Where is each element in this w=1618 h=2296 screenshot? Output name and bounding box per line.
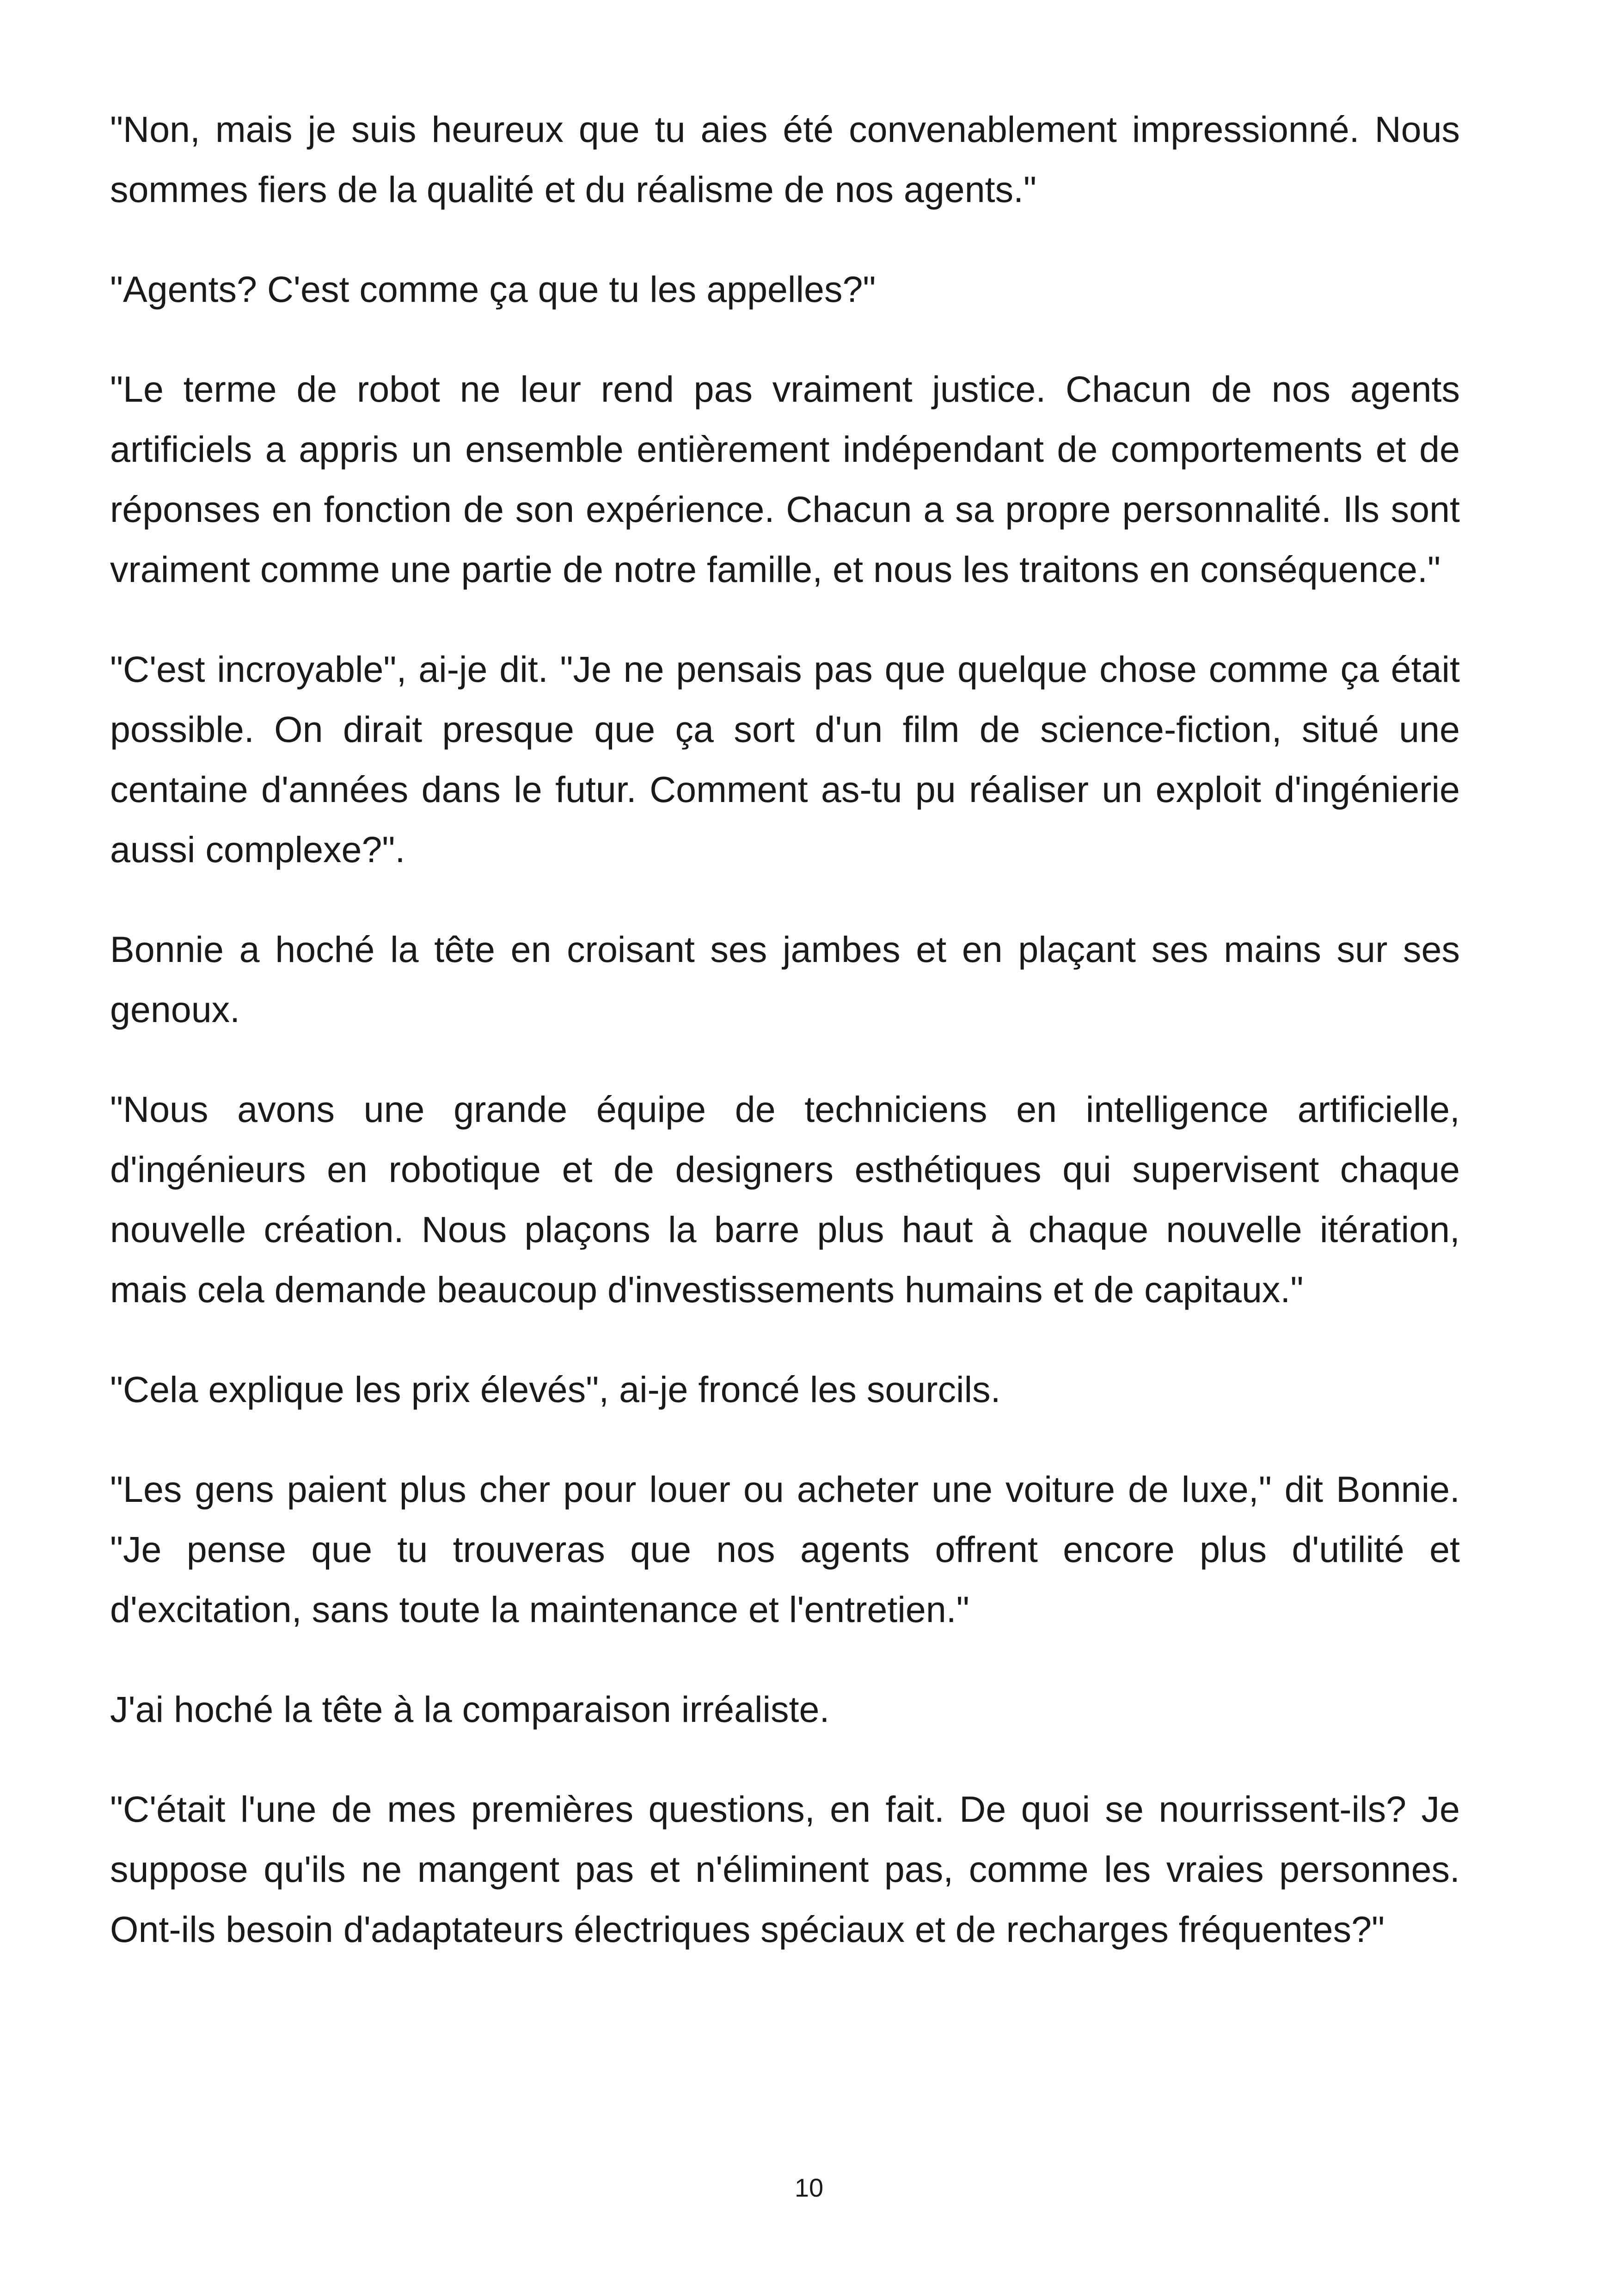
paragraph: Bonnie a hoché la tête en croisant ses jambes et en plaçant ses mains sur ses genoux. [110, 929, 1460, 1030]
paragraph: "C'est incroyable", ai-je dit. "Je ne pensais pas que quelque chose comme ça était possible. On dirait presque que ça sort d'un film de science-fiction, situé une centaine d'années dans le futur. Comment as-tu pu réaliser un exploit d'ingénierie aussi complexe?". [110, 649, 1460, 870]
paragraph: "Cela explique les prix élevés", ai-je froncé les sourcils. [110, 1369, 1001, 1410]
paragraph: "Nous avons une grande équipe de techniciens en intelligence artificielle, d'ingénieurs en robotique et de designers esthétiques qui supervisent chaque nouvelle création. Nous plaçons la barre plus haut à chaque nouvelle itération, mais cela demande beaucoup d'investissements humains et de capitaux." [110, 1089, 1460, 1310]
paragraph: "Le terme de robot ne leur rend pas vraiment justice. Chacun de nos agents artificiels a appris un ensemble entièrement indépendant de comportements et de réponses en fonction de son expérience. Chacun a sa propre personnalité. Ils sont vraiment comme une partie de notre famille, et nous les traitons en conséquence." [110, 368, 1460, 590]
body-text [110, 99, 1460, 1999]
paragraph: "C'était l'une de mes premières questions, en fait. De quoi se nourrissent-ils? Je suppose qu'ils ne mangent pas et n'éliminent pas, comme les vraies personnes. Ont-ils besoin d'adaptateurs électriques spéciaux et de recharges fréquentes?" [110, 1788, 1460, 1950]
page-number: 10 [794, 2173, 824, 2202]
paragraph: "Les gens paient plus cher pour louer ou acheter une voiture de luxe," dit Bonnie. "Je pense que tu trouveras que nos agents offrent encore plus d'utilité et d'excitation, sans toute la maintenance et l'entretien." [110, 1469, 1460, 1630]
paragraph: J'ai hoché la tête à la comparaison irréaliste. [110, 1689, 830, 1730]
paragraph: "Agents? C'est comme ça que tu les appelles?" [110, 269, 876, 310]
paragraph: "Non, mais je suis heureux que tu aies été convenablement impressionné. Nous sommes fiers de la qualité et du réalisme de nos agents." [110, 109, 1460, 210]
